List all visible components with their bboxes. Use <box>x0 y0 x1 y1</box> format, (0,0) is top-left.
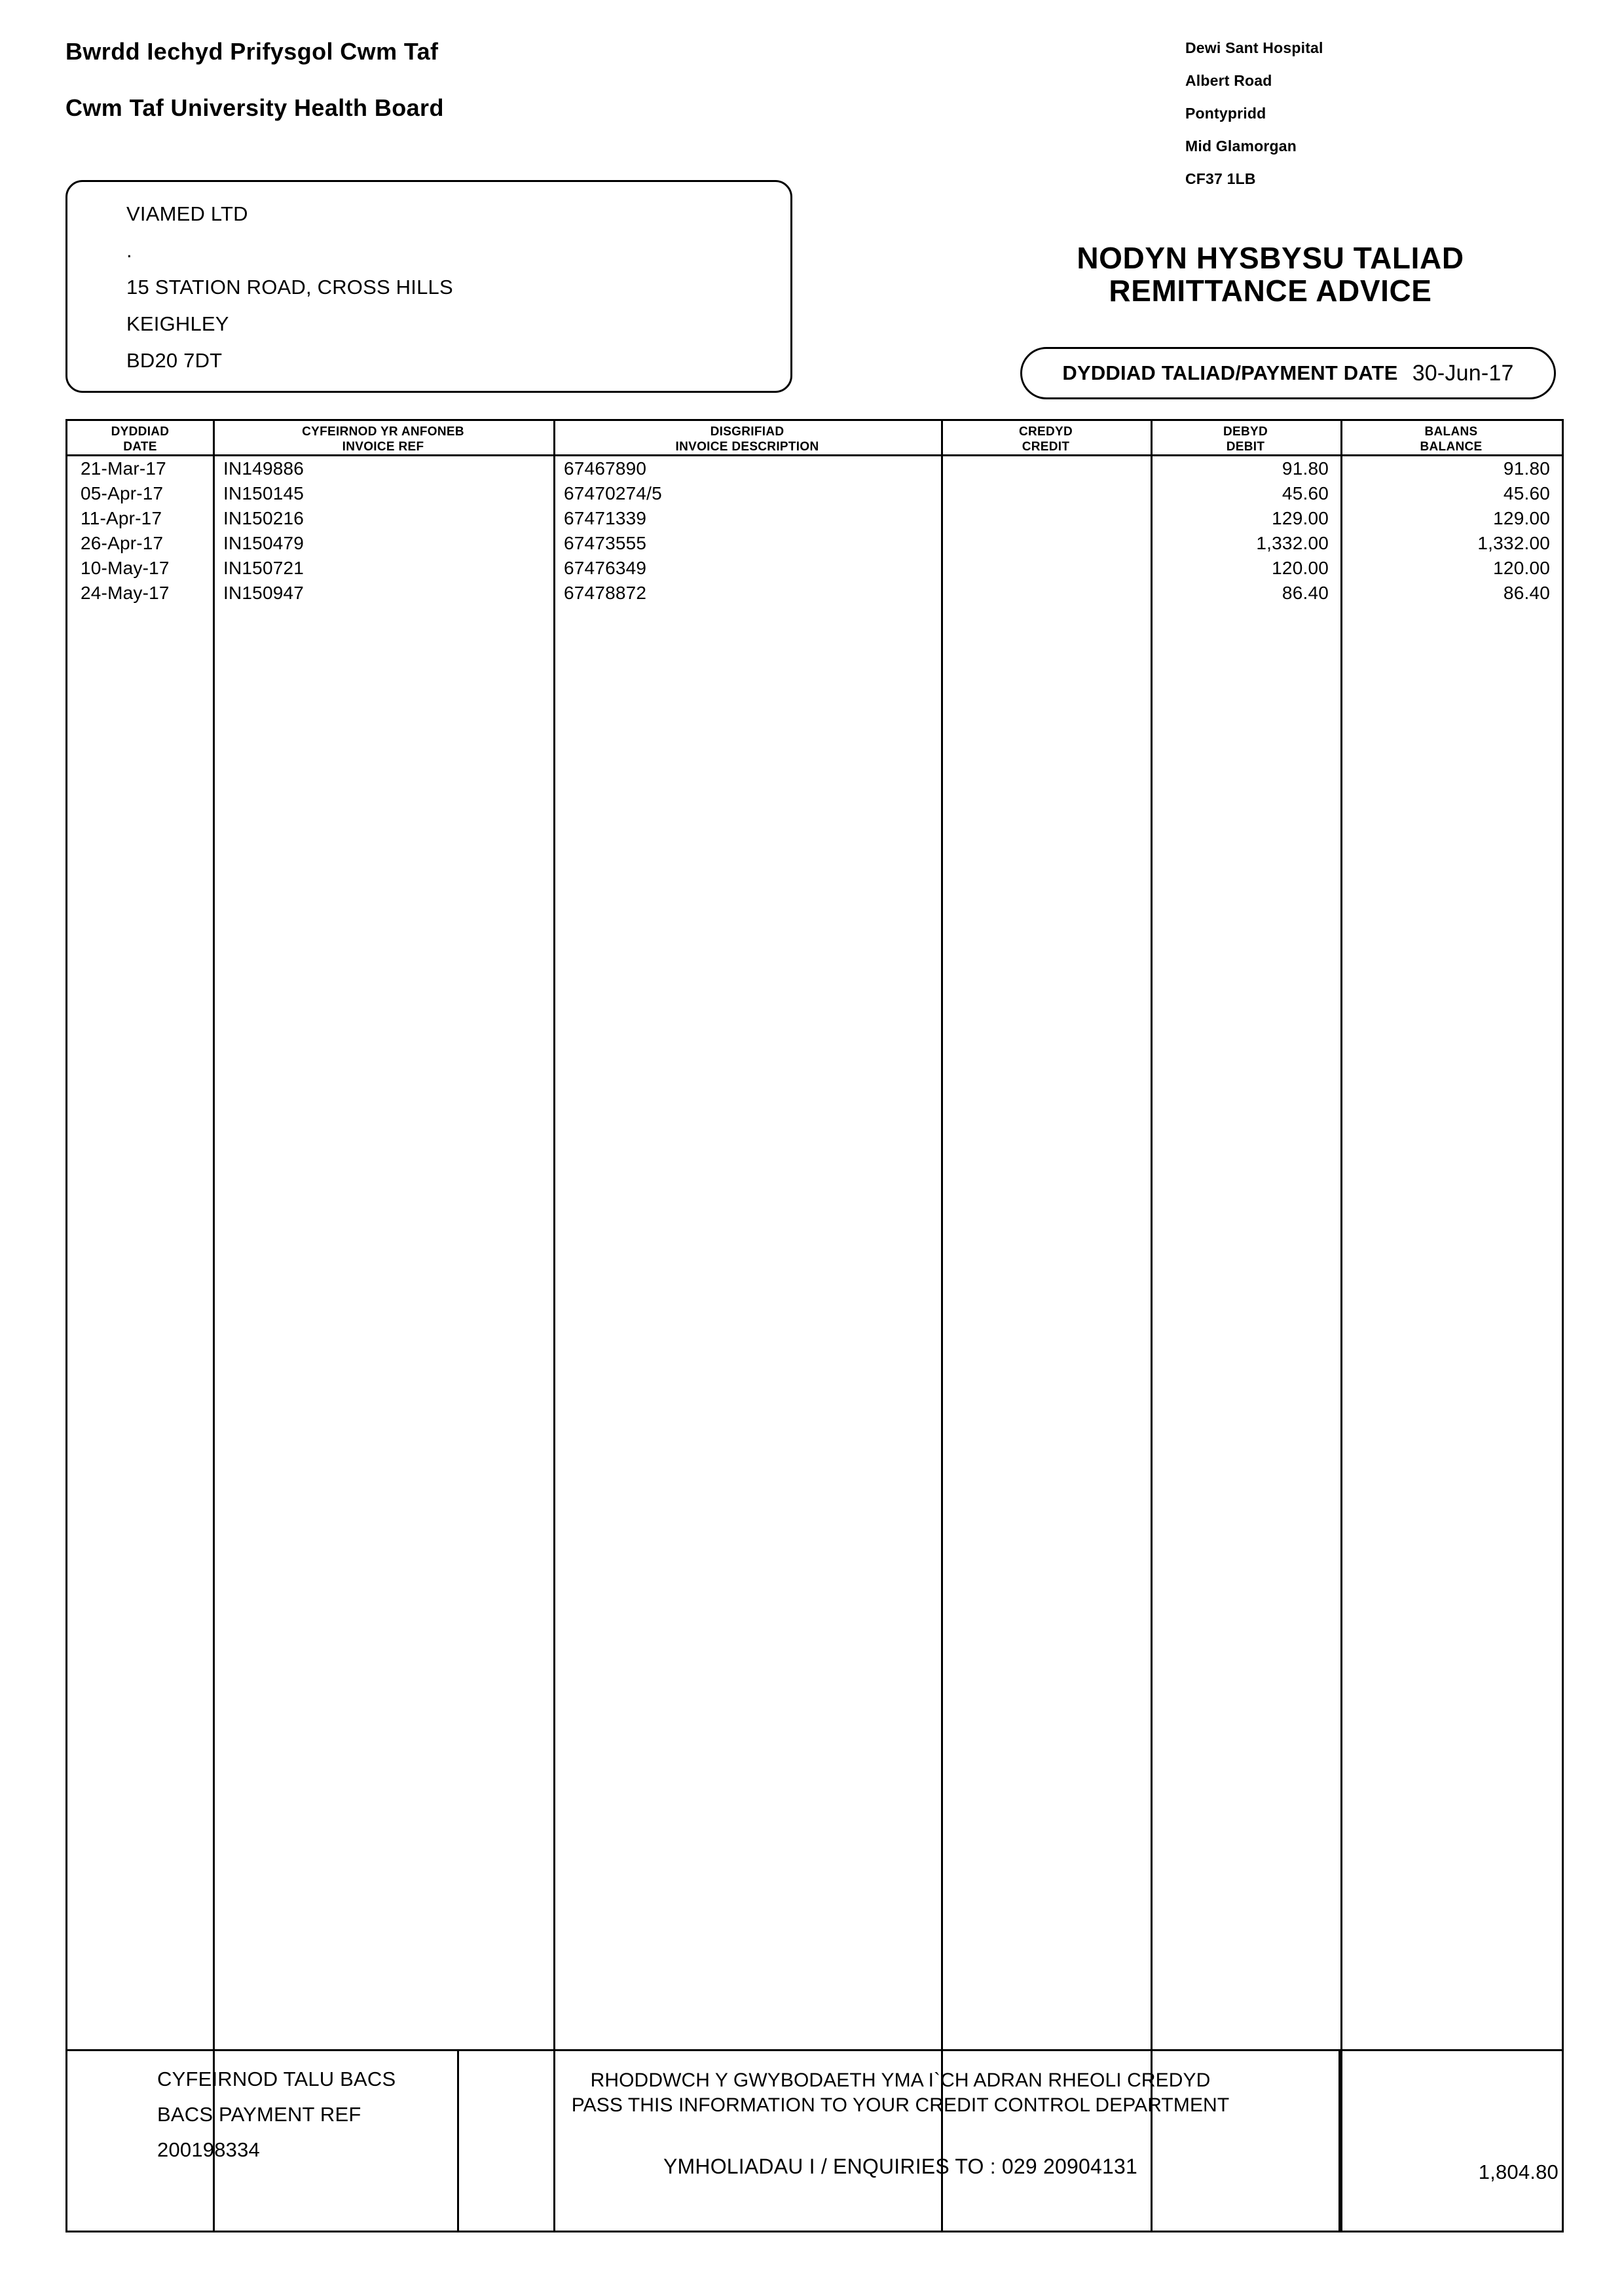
cell-debit: 45.60 <box>1282 483 1329 503</box>
cell-invoice-ref: IN150479 <box>223 533 304 553</box>
bacs-label-welsh: CYFEIRNOD TALU BACS <box>157 2068 396 2090</box>
document-title-welsh: NODYN HYSBYSU TALIAD <box>1077 241 1464 275</box>
cell-description: 67471339 <box>564 508 647 528</box>
payment-date-label: DYDDIAD TALIAD/PAYMENT DATE <box>1062 361 1398 384</box>
cell-debit: 1,332.00 <box>1256 533 1329 553</box>
cell-invoice-ref: IN150145 <box>223 483 304 503</box>
cell-date: 05-Apr-17 <box>81 483 164 503</box>
cell-date: 21-Mar-17 <box>81 458 166 479</box>
footer-column-divider <box>457 2049 459 2232</box>
sender-address-line: Pontypridd <box>1185 105 1266 122</box>
cell-description: 67478872 <box>564 583 647 603</box>
cell-date: 24-May-17 <box>81 583 170 603</box>
cell-invoice-ref: IN150721 <box>223 558 304 578</box>
cell-date: 11-Apr-17 <box>81 508 162 528</box>
table-column-divider <box>213 421 215 2231</box>
cell-description: 67467890 <box>564 458 647 479</box>
recipient-address-line: KEIGHLEY <box>126 312 229 335</box>
recipient-address-line: . <box>126 239 132 262</box>
notice-welsh: RHODDWCH Y GWYBODAETH YMA I`CH ADRAN RHEOLI CREDYD <box>590 2069 1211 2091</box>
table-column-divider <box>553 421 555 2231</box>
cell-date: 10-May-17 <box>81 558 170 578</box>
table-row <box>67 456 1562 481</box>
table-body <box>67 456 1562 606</box>
cell-invoice-ref: IN150216 <box>223 508 304 528</box>
table-row <box>67 506 1562 531</box>
column-header-credit: CREDYD CREDIT <box>1018 425 1073 454</box>
transactions-table <box>65 419 1564 2232</box>
sender-address-line: CF37 1LB <box>1185 170 1256 187</box>
cell-balance: 129.00 <box>1493 508 1550 528</box>
credit-control-notice <box>471 2070 1329 2179</box>
column-header-debit: DEBYD DEBIT <box>1223 425 1268 454</box>
recipient-address-line: VIAMED LTD <box>126 202 248 225</box>
cell-invoice-ref: IN150947 <box>223 583 304 603</box>
cell-date: 26-Apr-17 <box>81 533 164 553</box>
column-header-date: DYDDIAD DATE <box>111 425 170 454</box>
payment-date-box <box>1020 347 1556 399</box>
column-header-invoice-ref: CYFEIRNOD YR ANFONEB INVOICE REF <box>302 425 464 454</box>
recipient-address <box>126 204 768 387</box>
cell-balance: 1,332.00 <box>1477 533 1550 553</box>
cell-debit: 129.00 <box>1272 508 1329 528</box>
footer-column-divider <box>1338 2049 1340 2232</box>
cell-debit: 91.80 <box>1282 458 1329 479</box>
table-row <box>67 556 1562 581</box>
cell-invoice-ref: IN149886 <box>223 458 304 479</box>
footer-section <box>65 2049 1564 2232</box>
cell-balance: 91.80 <box>1503 458 1550 479</box>
column-header-invoice-description: DISGRIFIAD INVOICE DESCRIPTION <box>675 425 819 454</box>
organisation-header <box>65 38 1048 151</box>
sender-address-line: Albert Road <box>1185 72 1272 89</box>
sender-address <box>1185 41 1552 204</box>
table-row <box>67 531 1562 556</box>
table-column-divider <box>1340 421 1342 2231</box>
sender-address-line: Dewi Sant Hospital <box>1185 39 1323 56</box>
total-amount: 1,804.80 <box>1478 2160 1559 2183</box>
cell-balance: 86.40 <box>1503 583 1550 603</box>
cell-description: 67470274/5 <box>564 483 662 503</box>
table-column-divider <box>941 421 943 2231</box>
org-name-welsh: Bwrdd Iechyd Prifysgol Cwm Taf <box>65 38 439 65</box>
table-row <box>67 481 1562 506</box>
cell-description: 67473555 <box>564 533 647 553</box>
cell-balance: 120.00 <box>1493 558 1550 578</box>
cell-debit: 86.40 <box>1282 583 1329 603</box>
sender-address-line: Mid Glamorgan <box>1185 137 1297 155</box>
document-title <box>969 242 1572 307</box>
cell-balance: 45.60 <box>1503 483 1550 503</box>
payment-date-value: 30-Jun-17 <box>1412 360 1514 386</box>
recipient-address-line: BD20 7DT <box>126 349 223 372</box>
cell-description: 67476349 <box>564 558 647 578</box>
document-title-english: REMITTANCE ADVICE <box>1109 273 1432 308</box>
org-name-english: Cwm Taf University Health Board <box>65 94 444 121</box>
bacs-reference-value: 200198334 <box>157 2138 260 2161</box>
recipient-address-box <box>65 180 792 393</box>
cell-debit: 120.00 <box>1272 558 1329 578</box>
table-row <box>67 581 1562 606</box>
column-header-balance: BALANS BALANCE <box>1420 425 1483 454</box>
notice-english: PASS THIS INFORMATION TO YOUR CREDIT CONTROL DEPARTMENT <box>571 2094 1230 2116</box>
recipient-address-line: 15 STATION ROAD, CROSS HILLS <box>126 276 453 299</box>
bacs-reference <box>157 2069 452 2175</box>
table-column-divider <box>1151 421 1153 2231</box>
bacs-label-english: BACS PAYMENT REF <box>157 2103 361 2126</box>
enquiries-line: YMHOLIADAU I / ENQUIRIES TO : 029 20904131 <box>663 2155 1137 2178</box>
table-header-row <box>67 421 1562 456</box>
